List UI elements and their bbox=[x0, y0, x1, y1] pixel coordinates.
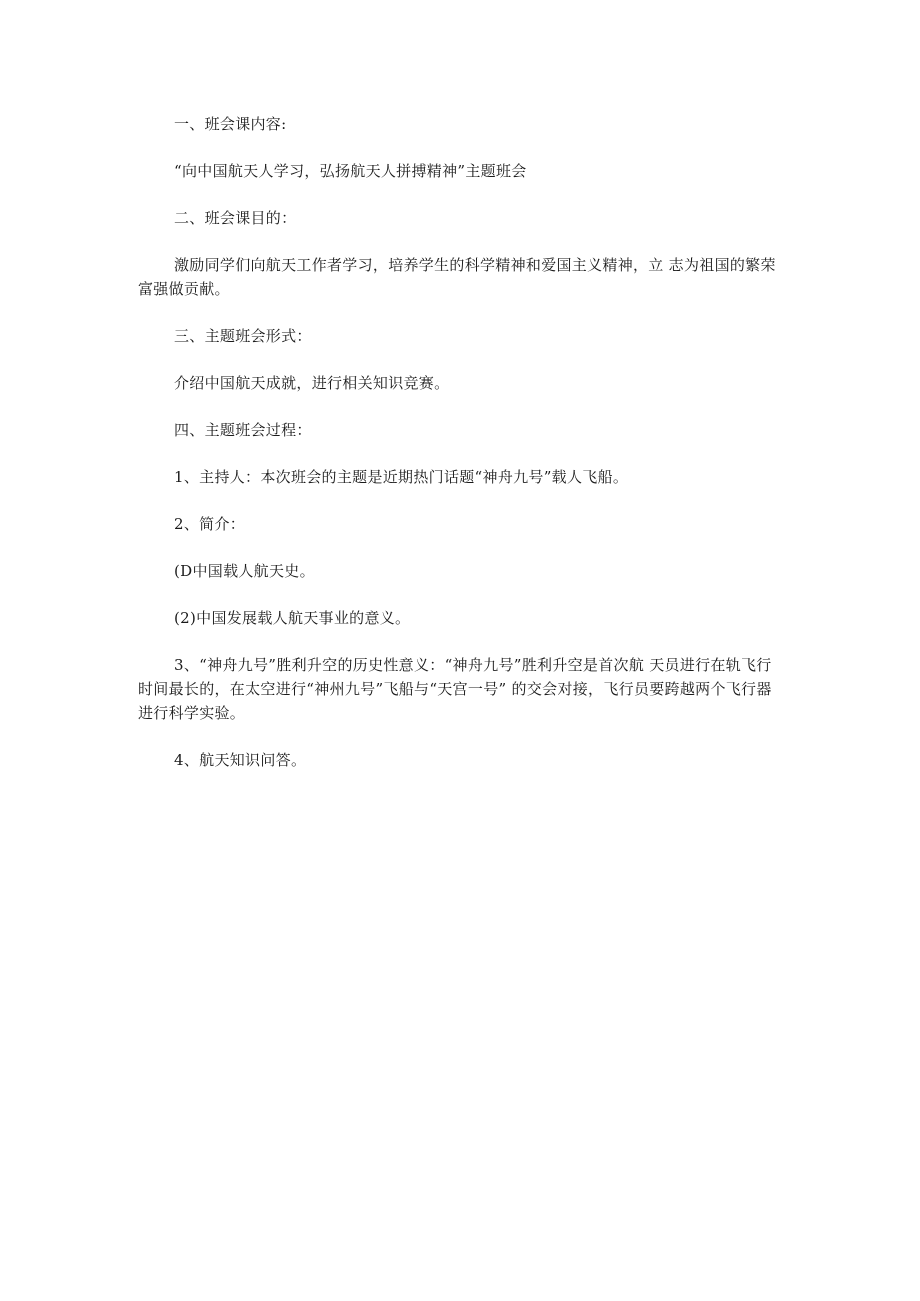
section-heading-process: 四、主题班会过程： bbox=[174, 421, 312, 439]
process-item-host: 1、主持人：本次班会的主题是近期热门话题“神舟九号”载人飞船。 bbox=[174, 468, 629, 486]
format-paragraph: 介绍中国航天成就，进行相关知识竞赛。 bbox=[174, 374, 450, 392]
section-heading-purpose: 二、班会课目的： bbox=[174, 209, 297, 227]
intro-subitem-significance: (2)中国发展载人航天事业的意义。 bbox=[174, 609, 411, 627]
process-item-intro: 2、简介： bbox=[174, 515, 246, 533]
document-body bbox=[138, 112, 778, 772]
section-heading-format: 三、主题班会形式： bbox=[174, 327, 312, 345]
section-heading-content: 一、班会课内容: bbox=[174, 115, 287, 133]
process-item-quiz: 4、航天知识问答。 bbox=[174, 751, 307, 769]
purpose-paragraph: 激励同学们向航天工作者学习，培养学生的科学精神和爱国主义精神，立 志为祖国的繁荣富强做贡献。 bbox=[138, 256, 776, 298]
class-meeting-theme: “向中国航天人学习，弘扬航天人拼搏精神”主题班会 bbox=[174, 162, 527, 180]
process-item-launch-significance: 3、“神舟九号”胜利升空的历史性意义：“神舟九号”胜利升空是首次航 天员进行在轨飞行时间最长的，在太空进行“神州九号”飞船与“天宫一号” 的交会对接，飞行员要跨越两个飞行器进行科学实验。 bbox=[138, 656, 772, 722]
intro-subitem-history: (D中国载人航天史。 bbox=[174, 562, 315, 580]
